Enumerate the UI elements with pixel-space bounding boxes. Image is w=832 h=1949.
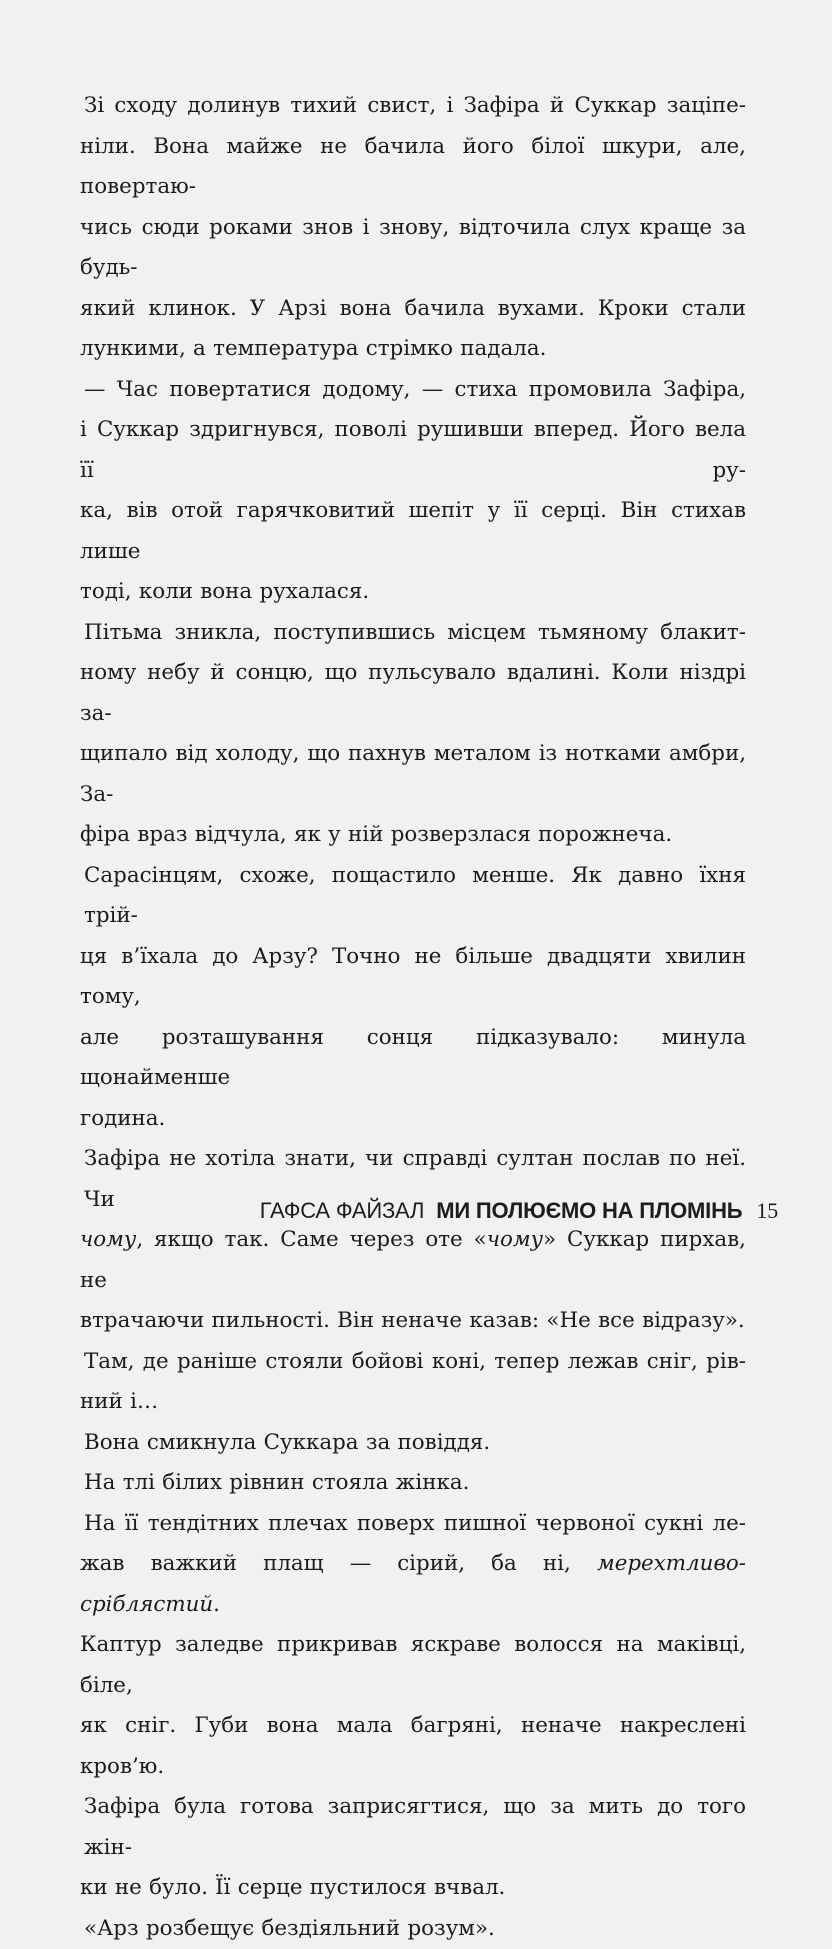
paragraph bbox=[80, 1909, 746, 1949]
text-line bbox=[80, 1706, 746, 1787]
text-line bbox=[80, 1625, 746, 1706]
text-segment: Зафіра не хотіла знати, чи справді султан послав по неї. Чи bbox=[84, 1146, 746, 1212]
text-line: Там, де раніше стояли бойові коні, тепер лежав сніг, рів- bbox=[80, 1342, 746, 1383]
paragraph bbox=[80, 1787, 746, 1909]
page-number: 15 bbox=[756, 1198, 778, 1224]
paragraph bbox=[80, 1342, 746, 1423]
footer-book-title: МИ ПОЛЮЄМО НА ПЛОМІНЬ bbox=[436, 1198, 742, 1224]
body-text bbox=[80, 86, 746, 1949]
text-line: який клинок. У Арзі вона бачила вухами. Кроки стали bbox=[80, 289, 746, 330]
paragraph bbox=[80, 1423, 746, 1464]
text-line: фіра враз відчула, як у ній розверзлася порожнеча. bbox=[80, 815, 746, 856]
text-line: «Арз розбещує бездіяльний розум». bbox=[80, 1909, 746, 1949]
text-line: лункими, а температура стрімко падала. bbox=[80, 329, 746, 370]
italic-text: чому bbox=[487, 1227, 543, 1252]
paragraph bbox=[80, 1463, 746, 1504]
text-segment: як сніг. Губи вона мала багряні, неначе накреслені кров’ю. bbox=[80, 1713, 746, 1779]
paragraph bbox=[80, 370, 746, 613]
text-line bbox=[80, 1301, 746, 1342]
text-segment: жав важкий плащ — сірий, ба ні, bbox=[80, 1551, 597, 1576]
running-footer bbox=[258, 1198, 778, 1238]
text-line: ця в’їхала до Арзу? Точно не більше двадцяти хвилин тому, bbox=[80, 937, 746, 1018]
text-line: — Час повертатися додому, — стиха промовила Зафіра, bbox=[80, 370, 746, 411]
italic-text: мерехтливо-сріблястий bbox=[80, 1551, 746, 1617]
text-line: ному небу й сонцю, що пульсувало вдалині. Коли ніздрі за- bbox=[80, 653, 746, 734]
footer-author: ГАФСА ФАЙЗАЛ bbox=[260, 1198, 425, 1224]
text-line bbox=[80, 1544, 746, 1625]
text-line: Зі сходу долинув тихий свист, і Зафіра й Суккар заціпе- bbox=[80, 86, 746, 127]
text-line: ніли. Вона майже не бачила його білої шкури, але, повертаю- bbox=[80, 127, 746, 208]
text-line: Пітьма зникла, поступившись місцем тьмяному блакит- bbox=[80, 613, 746, 654]
text-line: ки не було. Її серце пустилося вчвал. bbox=[80, 1868, 746, 1909]
text-segment: , якщо так. Саме через оте « bbox=[136, 1227, 486, 1252]
text-line: ка, вів отой гарячковитий шепіт у її серці. Він стихав лише bbox=[80, 491, 746, 572]
text-line: Вона смикнула Суккара за повіддя. bbox=[80, 1423, 746, 1464]
paragraph bbox=[80, 86, 746, 370]
text-line bbox=[80, 1504, 746, 1545]
text-line: Зафіра була готова заприсягтися, що за мить до того жін- bbox=[80, 1787, 746, 1868]
text-segment: » Суккар пирхав, не bbox=[80, 1227, 746, 1293]
text-line: година. bbox=[80, 1099, 746, 1140]
paragraph bbox=[80, 613, 746, 856]
paragraph bbox=[80, 1504, 746, 1788]
text-line: На тлі білих рівнин стояла жінка. bbox=[80, 1463, 746, 1504]
paragraph bbox=[80, 856, 746, 1140]
paragraph bbox=[80, 1139, 746, 1342]
text-line: чись сюди роками знов і знову, відточила слух краще за будь- bbox=[80, 208, 746, 289]
text-segment: . bbox=[213, 1592, 220, 1617]
text-line: і Суккар здригнувся, поволі рушивши вперед. Його вела її ру- bbox=[80, 410, 746, 491]
text-line: щипало від холоду, що пахнув металом із нотками амбри, За- bbox=[80, 734, 746, 815]
text-line: ний і… bbox=[80, 1382, 746, 1423]
text-line: але розташування сонця підказувало: минула щонайменше bbox=[80, 1018, 746, 1099]
text-line: Сарасінцям, схоже, пощастило менше. Як давно їхня трій- bbox=[80, 856, 746, 937]
text-line: тоді, коли вона рухалася. bbox=[80, 572, 746, 613]
italic-text: чому bbox=[80, 1227, 136, 1252]
text-segment: На її тендітних плечах поверх пишної червоної сукні ле- bbox=[84, 1511, 746, 1536]
text-segment: Каптур заледве прикривав яскраве волосся на маківці, біле, bbox=[80, 1632, 746, 1698]
text-segment: втрачаючи пильності. Він неначе казав: «Не все відразу». bbox=[80, 1308, 745, 1333]
